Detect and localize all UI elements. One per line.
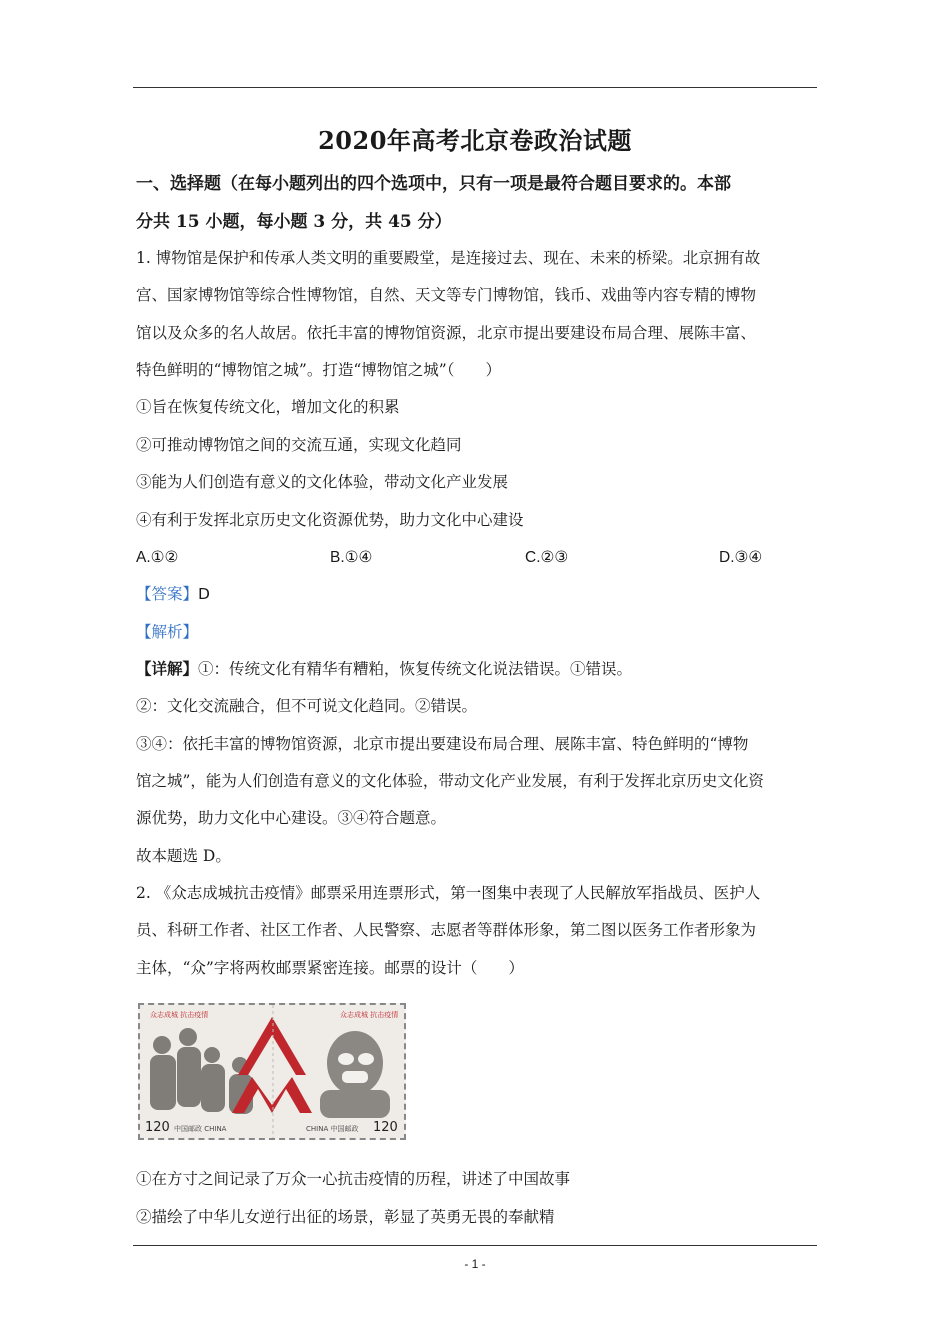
q1-detail-line-6: 故本题选 D。 [136,847,231,865]
answer-value: D [198,585,210,603]
q1-detail-line-2: ②：文化交流融合，但不可说文化趋同。②错误。 [136,697,478,715]
top-rule [133,87,817,88]
q1-analysis [136,620,818,644]
stamp-left-country: 中国邮政 CHINA [174,1125,227,1133]
q1-item-2: ②可推动博物馆之间的交流互通，实现文化趋同 [136,436,462,454]
q1-answer [136,582,818,606]
stamp-illustration [140,1005,404,1138]
section-heading-line-1: 一、选择题（在每小题列出的四个选项中，只有一项是最符合题目要求的。本部 [136,174,731,194]
q1-option-d [719,545,762,570]
q1-option-b [330,545,372,570]
q1-stem-line-4: 特色鲜明的“博物馆之城”。打造“博物馆之城”（ ） [136,361,501,379]
answer-tag: 【答案】 [136,585,199,603]
q1-detail-line-3: ③④：依托丰富的博物馆资源，北京市提出要建设布局合理、展陈丰富、特色鲜明的“博物 [136,735,749,753]
q1-stem-line-2: 宫、国家博物馆等综合性博物馆，自然、天文等专门博物馆，钱币、戏曲等内容专精的博物 [136,286,757,304]
stamp-right-country: CHINA 中国邮政 [306,1125,359,1133]
stamp-right-value: 120 [373,1120,398,1135]
q1-option-b-label: B. [330,549,345,566]
detail-tag: 【详解】 [136,659,199,678]
stamp-left-caption: 众志成城 抗击疫情 [150,1011,209,1019]
detail-text-1: ①：传统文化有精华有糟粕，恢复传统文化说法错误。①错误。 [198,660,633,678]
q1-item-3: ③能为人们创造有意义的文化体验，带动文化产业发展 [136,473,509,491]
q1-item-1: ①旨在恢复传统文化，增加文化的积累 [136,398,400,416]
q1-stem-line-1: 1. 博物馆是保护和传承人类文明的重要殿堂，是连接过去、现在、未来的桥梁。北京拥有故 [136,249,761,267]
stamp-image [138,1003,406,1140]
analysis-tag: 【解析】 [136,623,199,641]
q2-item-2: ②描绘了中华儿女逆行出征的场景，彰显了英勇无畏的奉献精 [136,1208,555,1226]
q1-detail-line-5: 源优势，助力文化中心建设。③④符合题意。 [136,809,447,827]
q1-option-c [525,545,568,570]
bottom-rule [133,1245,817,1246]
q1-option-a-text: ①② [150,548,179,566]
q1-option-a-label: A. [136,549,151,566]
q2-stem-line-3: 主体，“众”字将两枚邮票紧密连接。邮票的设计（ ） [136,959,524,977]
q1-detail-line-4: 馆之城”，能为人们创造有意义的文化体验，带动文化产业发展，有利于发挥北京历史文化资 [136,772,764,790]
q1-option-a [136,545,178,570]
stamp-left-value: 120 [145,1120,170,1135]
q1-option-c-label: C. [525,549,541,566]
q1-option-b-text: ①④ [344,548,373,566]
page-title: 2020年高考北京卷政治试题 [318,126,632,155]
section-heading-line-2: 分共 15 小题，每小题 3 分，共 45 分） [136,212,452,232]
q1-stem-line-3: 馆以及众多的名人故居。依托丰富的博物馆资源，北京市提出要建设布局合理、展陈丰富、 [136,324,757,342]
q1-detail-line-1 [136,657,818,681]
stamp-right-caption: 众志成城 抗击疫情 [340,1011,399,1019]
q2-stem-line-1: 2. 《众志成城抗击疫情》邮票采用连票形式，第一图集中表现了人民解放军指战员、医护人 [136,884,761,902]
q1-option-d-text: ③④ [734,548,763,566]
q1-option-d-label: D. [719,549,735,566]
q1-item-4: ④有利于发挥北京历史文化资源优势，助力文化中心建设 [136,511,524,529]
q2-stem-line-2: 员、科研工作者、社区工作者、人民警察、志愿者等群体形象，第二图以医务工作者形象为 [136,921,757,939]
q2-item-1: ①在方寸之间记录了万众一心抗击疫情的历程，讲述了中国故事 [136,1170,571,1188]
q1-option-c-text: ②③ [540,548,569,566]
page-number: - 1 - [464,1257,486,1271]
